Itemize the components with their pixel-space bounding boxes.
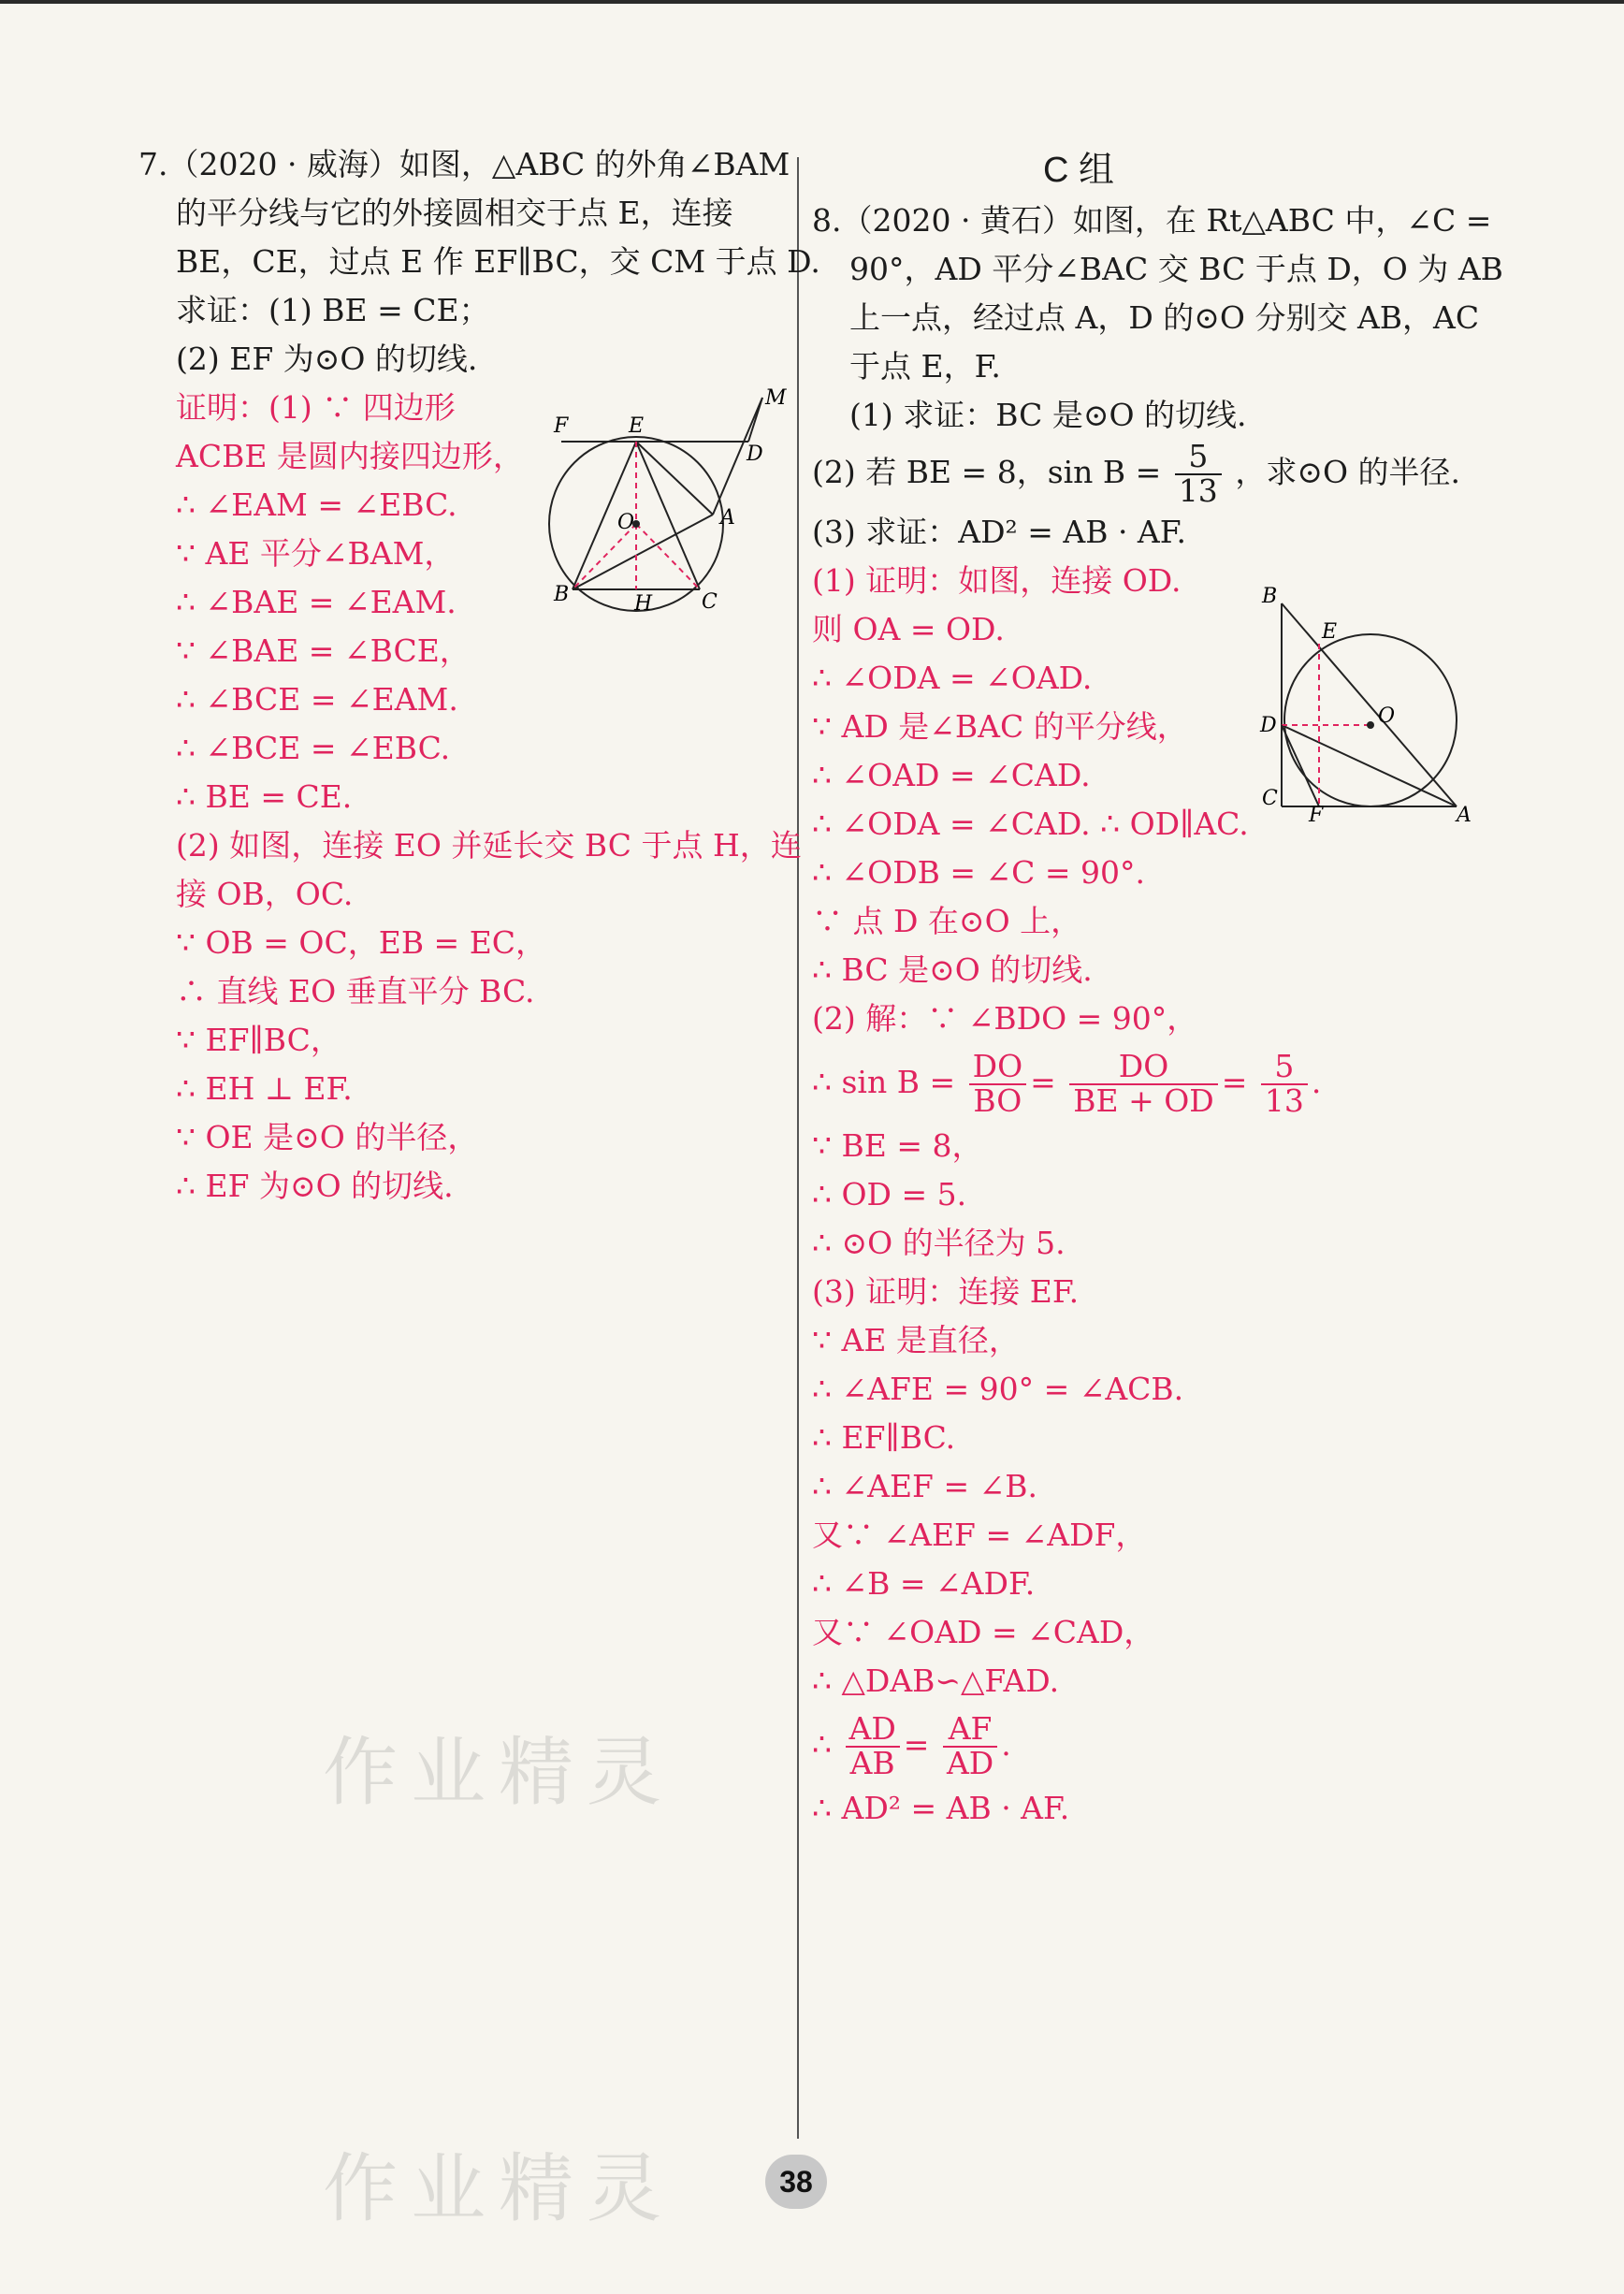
text-line: ∴ EF 为⊙O 的切线. (176, 1168, 454, 1204)
label-E: E (629, 414, 645, 438)
text-line: ∵ AE 平分∠BAM， (176, 535, 456, 572)
text-line: 上一点，经过点 A，D 的⊙O 分别交 AB，AC (849, 299, 1480, 336)
text-line: 则 OA = OD. (812, 610, 1005, 647)
label-B: B (554, 583, 570, 606)
text-line: ∴ EH ⊥ EF. (176, 1070, 353, 1107)
text-line: 90°，AD 平分∠BAC 交 BC 于点 D，O 为 AB (849, 251, 1503, 287)
text-line: 证明：(1) ∵ 四边形 (176, 389, 456, 426)
text-line: ∴ ∠BCE = ∠EBC. (176, 730, 451, 766)
text-line: ∴ △DAB∽△FAD. (812, 1662, 1060, 1699)
text-line: ∵ AE 是直径， (812, 1321, 1020, 1358)
watermark-2: 作业精灵 (323, 2145, 674, 2232)
text-line: 8.（2020 · 黄石）如图，在 Rt△ABC 中，∠C = (812, 202, 1492, 239)
text-line: BE，CE，过点 E 作 EF∥BC，交 CM 于点 D. (176, 243, 820, 280)
label-O: O (1378, 704, 1396, 728)
text-line: (2) 解：∵ ∠BDO = 90°， (812, 999, 1198, 1037)
question-8-text (812, 196, 1503, 440)
sin-b-equation: ∴ sin B = $\frac{DO}{BO}$ = $\frac{DO}{BE + OD}$ = $\frac{5}{13}$ . (812, 1048, 1322, 1119)
text-line: ∴ BE = CE. (176, 778, 353, 815)
text-line: ∴ ∠BCE = ∠EAM. (176, 681, 458, 718)
text-line: ∴ ∠BAE = ∠EAM. (176, 584, 457, 620)
text-line: (2) 如图，连接 EO 并延长交 BC 于点 H，连 (176, 827, 802, 864)
question-8-part3: (3) 求证：AD² = AB · AF. (812, 513, 1187, 550)
text-line: ∴ ∠EAM = ∠EBC. (176, 486, 457, 523)
text-line: ∴ EF∥BC. (812, 1418, 956, 1456)
figure-q8-right-triangle (1249, 580, 1473, 823)
text-line: 7.（2020 · 威海）如图，△ABC 的外角∠BAM (138, 146, 790, 182)
text-line: ∵ 点 D 在⊙O 上， (812, 902, 1082, 939)
text-line: ∵ OE 是⊙O 的半径， (176, 1119, 479, 1155)
text-line: 求证：(1) BE = CE； (176, 292, 490, 328)
text-line: ∴ BC 是⊙O 的切线. (812, 951, 1093, 988)
text-line: ∵ ∠BAE = ∠BCE， (176, 632, 471, 669)
text-line: ∵ EF∥BC， (176, 1022, 341, 1058)
sin-fraction: $\frac{5}{13}$ (1175, 441, 1222, 507)
text-line: ∴ ∠AFE = 90° = ∠ACB. (812, 1370, 1184, 1407)
label-A: A (720, 506, 735, 530)
question-8-answer-part2 (812, 1122, 1467, 1706)
text-line: ∴ 直线 EO 垂直平分 BC. (176, 973, 535, 1009)
group-title: C 组 (1043, 151, 1115, 190)
figure-q7-circle-diagram (543, 384, 814, 617)
label-A: A (1457, 804, 1472, 823)
text-line: ∴ ∠OAD = ∠CAD. (812, 756, 1091, 793)
text-line: (3) 证明：连接 EF. (812, 1272, 1080, 1310)
label-D: D (747, 443, 763, 466)
text-line: (1) 求证：BC 是⊙O 的切线. (849, 397, 1247, 433)
question-8 (812, 196, 1503, 1833)
text-line: ∵ AD 是∠BAC 的平分线， (812, 707, 1188, 745)
page-number-badge: 38 (765, 2155, 827, 2209)
text-line: 接 OB，OC. (176, 876, 354, 912)
label-M: M (765, 386, 787, 410)
label-O: O (617, 511, 635, 534)
label-C: C (702, 590, 718, 614)
text-line: ∴ OD = 5. (812, 1175, 967, 1212)
question-7 (138, 140, 820, 1211)
text-line: 又∵ ∠OAD = ∠CAD， (812, 1613, 1155, 1650)
question-8-part2: (2) 若 BE = 8，sin B = $\frac{5}{13}$ ，求⊙O 的半径. (812, 438, 1460, 509)
label-F: F (554, 414, 569, 438)
ratio-equation: ∴ $\frac{AD}{AB}$ = $\frac{AF}{AD}$ . (812, 1710, 1011, 1781)
question-7-text (138, 140, 820, 384)
watermark-1: 作业精灵 (323, 1729, 674, 1816)
text-line: 于点 E，F. (849, 348, 1001, 385)
text-line: ∴ ∠ODB = ∠C = 90°. (812, 853, 1146, 891)
text-line: ∵ BE = 8， (812, 1126, 983, 1164)
label-F: F (1309, 804, 1324, 823)
text-line: ∴ ⊙O 的半径为 5. (812, 1224, 1066, 1261)
text-line: ACBE 是圆内接四边形， (176, 438, 524, 474)
page-top-edge (0, 0, 1624, 4)
text-line: (1) 证明：如图，连接 OD. (812, 561, 1182, 599)
text-line: (2) EF 为⊙O 的切线. (176, 341, 478, 377)
text-line: ∴ ∠B = ∠ADF. (812, 1564, 1036, 1602)
text-line: ∴ ∠AEF = ∠B. (812, 1467, 1037, 1504)
text-line: ∴ ∠ODA = ∠CAD. ∴ OD∥AC. (812, 805, 1249, 842)
text-line: 的平分线与它的外接圆相交于点 E，连接 (176, 195, 733, 231)
label-H: H (634, 592, 653, 616)
label-E: E (1322, 620, 1338, 644)
label-B: B (1262, 585, 1278, 608)
text-line: 又∵ ∠AEF = ∠ADF， (812, 1516, 1147, 1553)
label-D: D (1260, 714, 1277, 737)
final-conclusion: ∴ AD² = AB · AF. (812, 1789, 1070, 1826)
text-line: ∴ ∠ODA = ∠OAD. (812, 659, 1093, 696)
label-C: C (1262, 787, 1278, 810)
text-line: ∵ OB = OC，EB = EC， (176, 924, 547, 961)
